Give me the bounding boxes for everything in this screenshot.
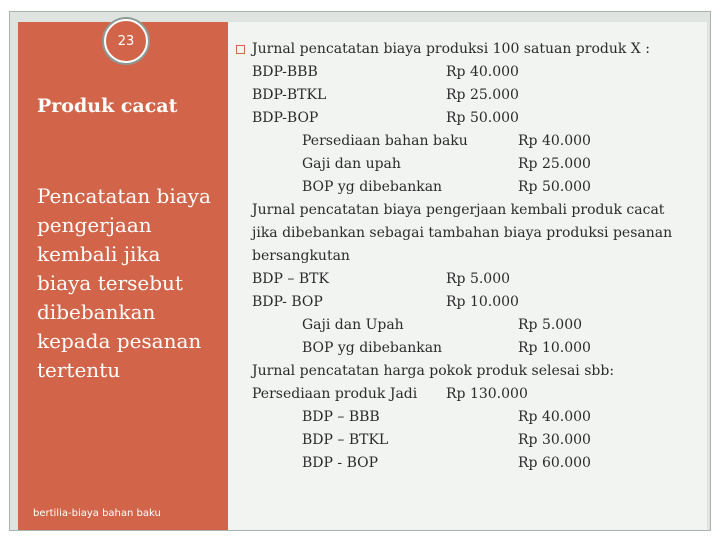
- square-bullet-icon: [236, 45, 245, 54]
- entry-label: BDP – BBB: [302, 409, 380, 425]
- slide-title: Produk cacat: [37, 95, 178, 117]
- entry-label: BOP yg dibebankan: [302, 179, 443, 195]
- entry-label: BDP-BBB: [252, 64, 318, 80]
- entry-amount: Rp 10.000: [446, 294, 519, 310]
- entry-label: BDP-BTKL: [252, 87, 327, 103]
- entry-amount: Rp 25.000: [518, 156, 591, 172]
- entry-amount: Rp 60.000: [518, 455, 591, 471]
- slide-subtitle: Pencatatan biaya pengerjaan kembali jika biaya tersebut dibebankan kepada pesanan tertentu: [37, 184, 211, 382]
- slide-number-badge: 23: [104, 19, 148, 63]
- entry-amount: Rp 25.000: [446, 87, 519, 103]
- entry-label: BDP – BTK: [252, 271, 329, 287]
- entry-amount: Rp 10.000: [518, 340, 591, 356]
- entry-amount: Rp 40.000: [518, 133, 591, 149]
- entry-amount: Rp 40.000: [446, 64, 519, 80]
- entry-label: BDP- BOP: [252, 294, 323, 310]
- entry-label: Gaji dan upah: [302, 156, 401, 172]
- entry-amount: Rp 5.000: [518, 317, 583, 333]
- paragraph-line: Jurnal pencatatan harga pokok produk selesai sbb:: [252, 363, 615, 379]
- paragraph-line: bersangkutan: [252, 248, 350, 264]
- entry-amount: Rp 50.000: [518, 179, 591, 195]
- entry-amount: Rp 30.000: [518, 432, 591, 448]
- entry-amount: Rp 50.000: [446, 110, 519, 126]
- paragraph-line: Jurnal pencatatan biaya pengerjaan kembali produk cacat: [252, 202, 665, 218]
- entry-label: BOP yg dibebankan: [302, 340, 443, 356]
- entry-label: Persediaan produk Jadi: [252, 386, 418, 402]
- entry-label: Persediaan bahan baku: [302, 133, 468, 149]
- entry-amount: Rp 40.000: [518, 409, 591, 425]
- entry-label: BDP – BTKL: [302, 432, 389, 448]
- bullet-text: Jurnal pencatatan biaya produksi 100 satuan produk X :: [252, 41, 650, 57]
- paragraph-line: jika dibebankan sebagai tambahan biaya produksi pesanan: [252, 225, 673, 241]
- slide-footer: bertilia-biaya bahan baku: [33, 508, 161, 519]
- entry-label: Gaji dan Upah: [302, 317, 404, 333]
- entry-label: BDP - BOP: [302, 455, 379, 471]
- entry-amount: Rp 5.000: [446, 271, 511, 287]
- entry-amount: Rp 130.000: [446, 386, 528, 402]
- entry-label: BDP-BOP: [252, 110, 319, 126]
